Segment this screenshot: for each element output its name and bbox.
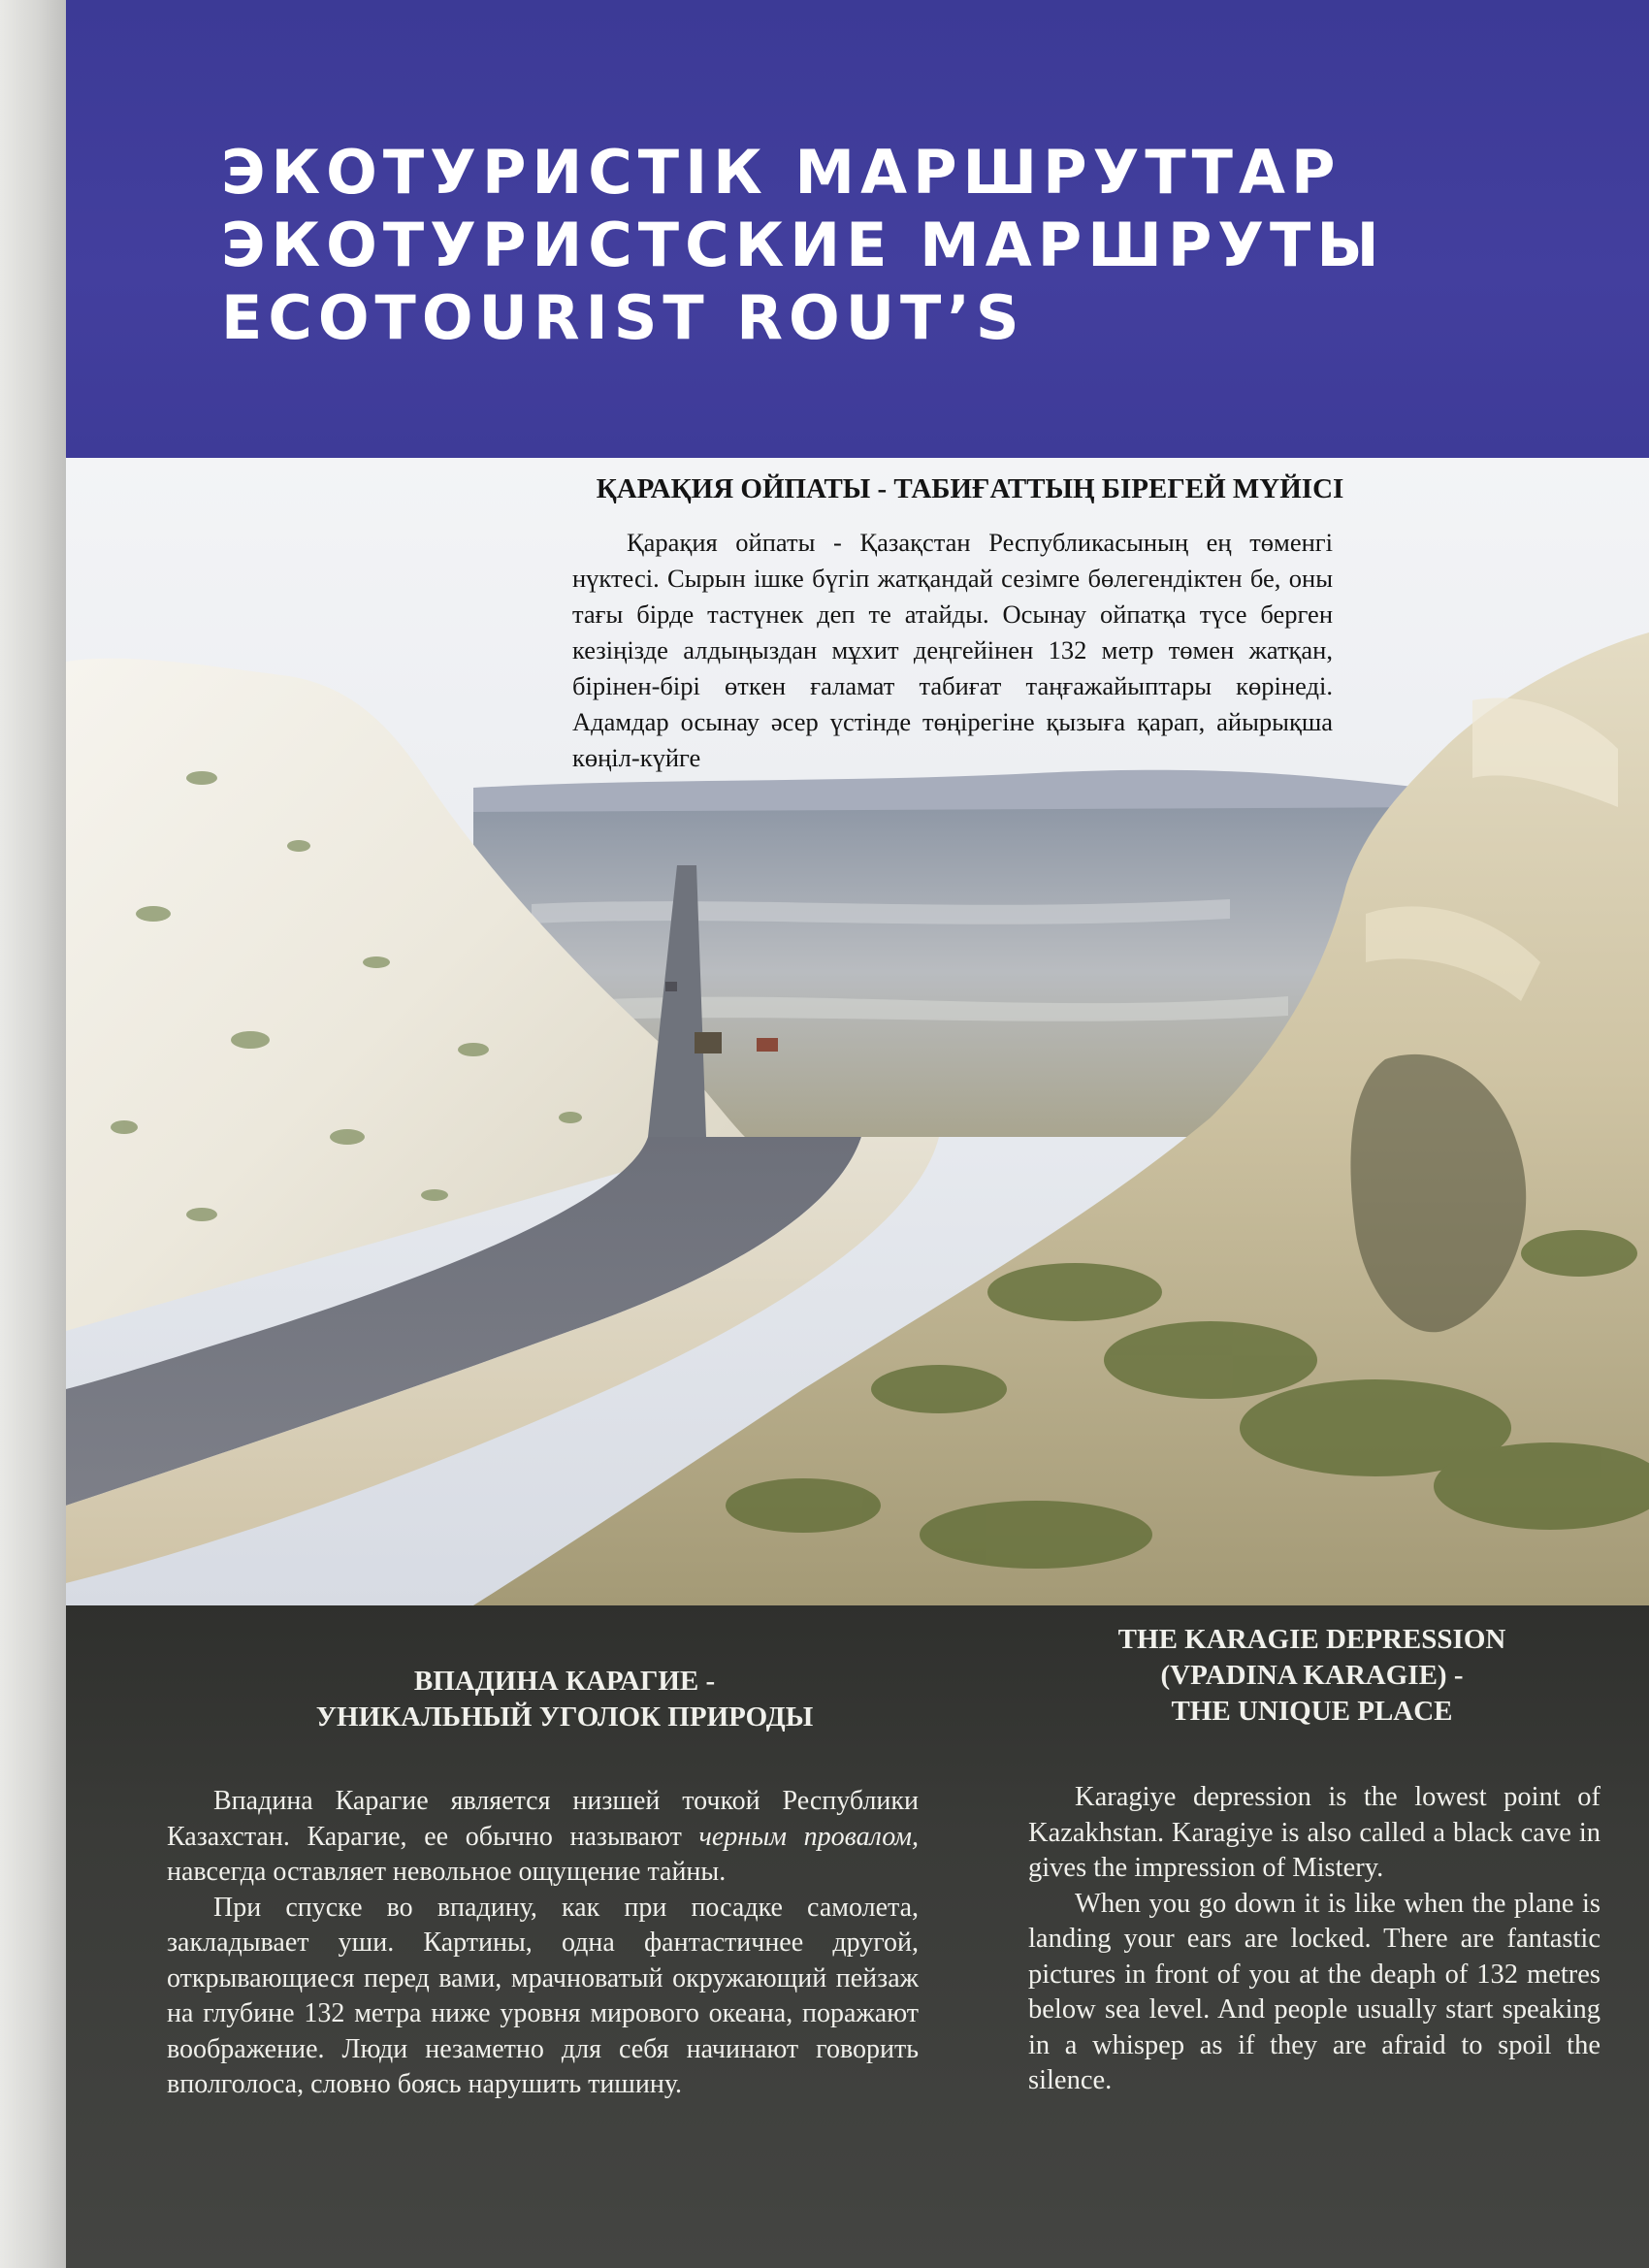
english-heading-line3: THE UNIQUE PLACE xyxy=(1171,1696,1453,1727)
english-heading-line2: (VPADINA KARAGIE) - xyxy=(1160,1660,1464,1691)
title-line-russian: ЭКОТУРИСТСКИЕ МАРШРУТЫ xyxy=(221,210,1385,280)
russian-p1-end: навсегда оставляет невольное ощущение тайны. xyxy=(167,1857,727,1887)
kazakh-body-text: Қарақия ойпаты - Қазақстан Республикасының ең төменгі нүктесі. Сырын ішке бүгіп жатқандай сезімге бөлегендіктен бе, оны тағы бірде тастүнек деп те атайды. Осынау ойпатқа түсе берген кезіңізде алдыңыздан мұхит деңгейінен 132 метр төмен жатқан, бірінен-бірі өткен ғаламат табиғат таңғажайыптары көрінеді. Адамдар осынау әсер үстінде төңірегіне қызыға қарап, айырықша көңіл-күйге xyxy=(572,528,1333,772)
kazakh-section xyxy=(543,466,1397,776)
kazakh-heading: ҚАРАҚИЯ ОЙПАТЫ - ТАБИҒАТТЫҢ БІРЕГЕЙ МҮЙІСІ xyxy=(596,473,1344,504)
russian-section xyxy=(167,1664,923,2103)
russian-paragraph-2: При спуске во впадину, как при посадке самолета, закладывает уши. Картины, одна фантастичнее другой, открывающиеся перед вами, мрачноватый окружающий пейзаж на глубине 132 метра ниже уровня мирового океана, поражают воображение. Люди незаметно для себя начинают говорить вполголоса, словно боясь нарушить тишину. xyxy=(167,1892,919,2099)
russian-p1-italic: черным провалом, xyxy=(698,1821,919,1852)
english-heading-line1: THE KARAGIE DEPRESSION xyxy=(1117,1624,1506,1655)
english-heading xyxy=(1023,1622,1600,1730)
russian-body xyxy=(167,1784,919,2103)
title-line-english: ECOTOURIST ROUT’S xyxy=(221,282,1025,353)
english-section xyxy=(1023,1622,1600,2099)
russian-p1-start: Впадина Карагие является низшей точкой Республики Казахстан. Карагие, ее обычно называют xyxy=(167,1786,919,1852)
page-title xyxy=(221,136,1385,354)
english-paragraph-2: When you go down it is like when the plane is landing your ears are locked. There are fantastic pictures in front of you at the deaph of 132 metres below sea level. And people usually start speaking in a whispep as if they are afraid to spoil the silence. xyxy=(1028,1888,1600,2095)
page-gutter-shadow xyxy=(0,0,70,2268)
english-paragraph-1: Karagiye depression is the lowest point of Kazakhstan. Karagiye is also called a black cave in gives the impression of Mistery. xyxy=(1028,1782,1600,1883)
russian-heading xyxy=(206,1664,923,1735)
english-body xyxy=(1023,1780,1600,2099)
title-line-kazakh: ЭКОТУРИСТІК МАРШРУТТАР xyxy=(221,137,1342,208)
russian-paragraph-1 xyxy=(167,1784,919,1891)
russian-heading-line1: ВПАДИНА КАРАГИЕ - xyxy=(413,1666,716,1697)
russian-heading-line2: УНИКАЛЬНЫЙ УГОЛОК ПРИРОДЫ xyxy=(315,1701,814,1733)
